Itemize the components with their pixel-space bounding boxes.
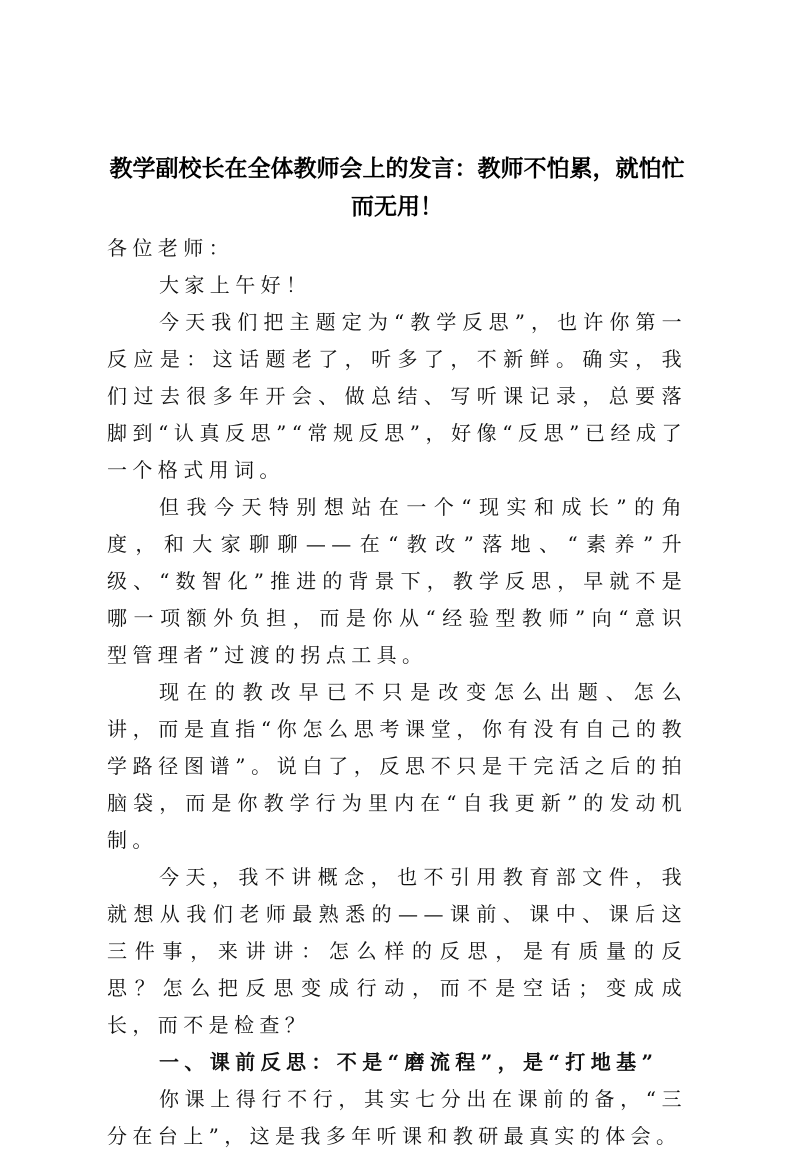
paragraph-growth-angle: 但我今天特别想站在一个“现实和成长”的角度，和大家聊聊——在“教改”落地、“素养”升级、“数智化”推进的背景下，教学反思，早就不是哪一项额外负担，而是你从“经验型教师”向“意识型管理者”过渡的拐点工具。 [107, 495, 687, 667]
paragraph-outline: 今天，我不讲概念，也不引用教育部文件，我就想从我们老师最熟悉的——课前、课中、课后这三件事，来讲讲：怎么样的反思，是有质量的反思？怎么把反思变成行动，而不是空话；变成成长，而不是检查？ [107, 865, 687, 1037]
document-title: 教学副校长在全体教师会上的发言：教师不怕累，就怕忙而无用！ [109, 156, 685, 220]
paragraph-topic-intro: 今天我们把主题定为“教学反思”，也许你第一反应是：这话题老了，听多了，不新鲜。确实，我们过去很多年开会、做总结、写听课记录，总要落脚到“认真反思”“常规反思”，好像“反思”已经成了一个格式用词。 [107, 310, 687, 482]
paragraph-greeting: 大家上午好！ [159, 273, 312, 297]
section-1-paragraph: 你课上得行不行，其实七分出在课前的备，“三分在台上”，这是我多年听课和教研最真实的体会。 [107, 1087, 687, 1148]
document-page [107, 150, 687, 1155]
paragraph-reform: 现在的教改早已不只是改变怎么出题、怎么讲，而是直指“你怎么思考课堂，你有没有自己的教学路径图谱”。说白了，反思不只是干完活之后的拍脑袋，而是你教学行为里内在“自我更新”的发动机制。 [107, 680, 687, 852]
section-heading-1: 一、课前反思：不是“磨流程”，是“打地基” [159, 1050, 659, 1074]
salutation: 各位老师： [107, 236, 234, 260]
